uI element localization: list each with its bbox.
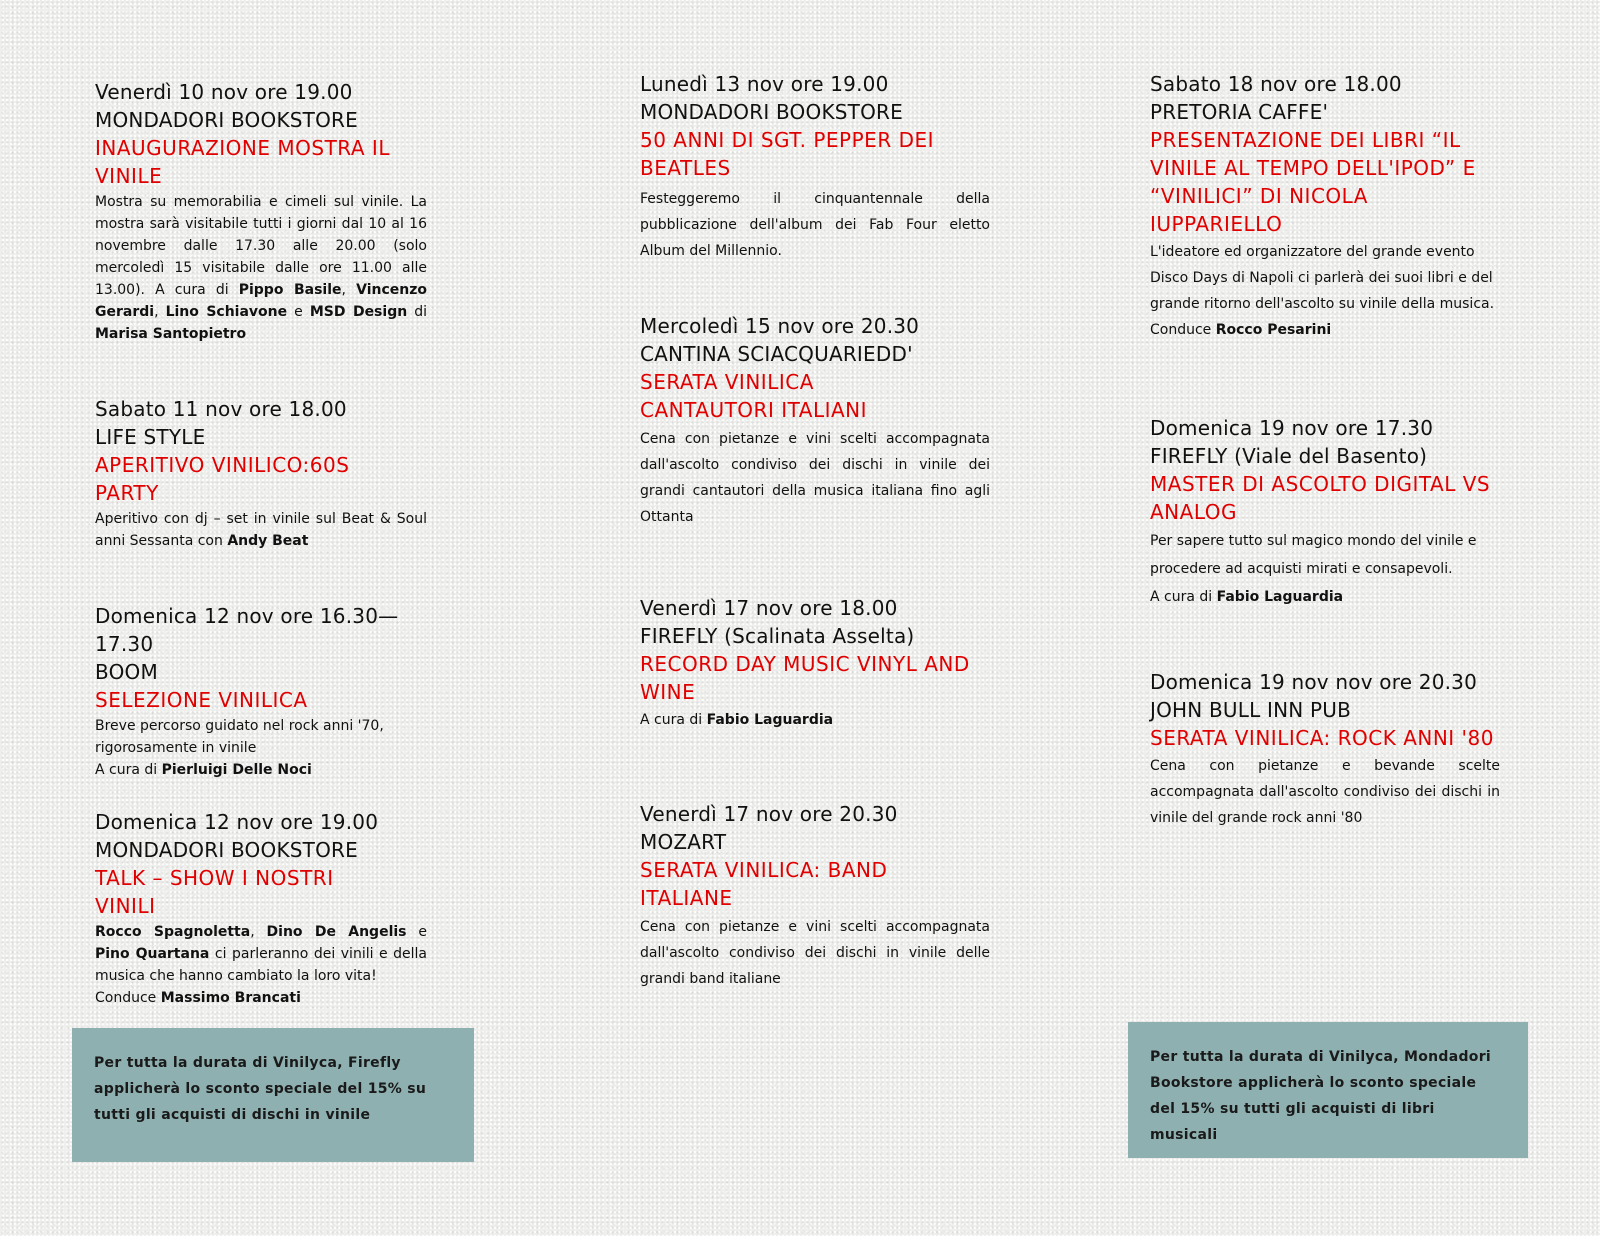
event-host: Conduce Rocco Pesarini (1150, 322, 1332, 338)
event-band-italiane (640, 800, 990, 992)
event-description: Cena con pietanze e vini scelti accompagnata dall'ascolto condiviso dei dischi in vinile delle grandi band italiane (640, 919, 990, 987)
event-aperitivo (95, 395, 427, 552)
event-title: PRESENTAZIONE DEI LIBRI “IL VINILE AL TEMPO DELL'IPOD” E “VINILICI” DI NICOLA IUPPARIELLO (1150, 128, 1476, 236)
event-date: Venerdì 10 nov ore 19.00 (95, 80, 353, 104)
event-venue: JOHN BULL INN PUB (1150, 698, 1351, 722)
promo-box-firefly: Per tutta la durata di Vinilyca, Firefly applicherà lo sconto speciale del 15% su tutti gli acquisti di dischi in vinile (72, 1028, 474, 1162)
event-selezione-vinilica (95, 602, 427, 781)
event-talk-show (95, 808, 427, 1009)
event-venue: FIREFLY (Scalinata Asselta) (640, 624, 915, 648)
event-curator: A cura di Pierluigi Delle Noci (95, 762, 312, 778)
event-record-day (640, 594, 990, 731)
event-description: Mostra su memorabilia e cimeli sul vinile. La mostra sarà visitabile tutti i giorni dal 10 al 16 novembre dalle 17.30 alle 20.00 (solo mercoledì 15 visitabile dalle ore 11.00 alle 13.00). A cura di Pippo Basile, Vincenzo Gerardi, Lino Schiavone e MSD Design di Marisa Santopietro (95, 194, 428, 342)
event-title: INAUGURAZIONE MOSTRA IL VINILE (95, 136, 390, 188)
event-date: Domenica 12 nov ore 19.00 (95, 810, 379, 834)
event-description: Breve percorso guidato nel rock anni '70, rigorosamente in vinile (95, 718, 384, 756)
event-title: SERATA VINILICA: BAND ITALIANE (640, 858, 888, 910)
event-host: Conduce Massimo Brancati (95, 990, 301, 1006)
event-venue: PRETORIA CAFFE' (1150, 100, 1329, 124)
event-venue: LIFE STYLE (95, 425, 206, 449)
event-description: Aperitivo con dj – set in vinile sul Beat & Soul anni Sessanta con Andy Beat (95, 511, 427, 549)
event-title: SERATA VINILICA CANTAUTORI ITALIANI (640, 370, 868, 422)
event-date: Mercoledì 15 nov ore 20.30 (640, 314, 920, 338)
event-venue: BOOM (95, 660, 158, 684)
event-date: Domenica 19 nov ore 17.30 (1150, 416, 1434, 440)
event-title: 50 ANNI DI SGT. PEPPER DEI BEATLES (640, 128, 935, 180)
event-description: Per sapere tutto sul magico mondo del vinile e procedere ad acquisti mirati e consapevoli. (1150, 533, 1477, 577)
event-title: MASTER DI ASCOLTO DIGITAL VS ANALOG (1150, 472, 1491, 524)
event-date: Lunedì 13 nov ore 19.00 (640, 72, 889, 96)
event-title: APERITIVO VINILICO:60S PARTY (95, 453, 350, 505)
event-title: RECORD DAY MUSIC VINYL AND WINE (640, 652, 970, 704)
event-venue: FIREFLY (Viale del Basento) (1150, 444, 1428, 468)
event-venue: MOZART (640, 830, 727, 854)
event-description: L'ideatore ed organizzatore del grande evento Disco Days di Napoli ci parlerà dei suoi libri e del grande ritorno dell'ascolto su vinile della musica. (1150, 244, 1495, 312)
event-curator: A cura di Fabio Laguardia (1150, 589, 1344, 605)
event-date: Sabato 18 nov ore 18.00 (1150, 72, 1402, 96)
event-title: SERATA VINILICA: ROCK ANNI '80 (1150, 726, 1495, 750)
event-mostra-vinile (95, 78, 427, 345)
promo-box-mondadori: Per tutta la durata di Vinilyca, Mondadori Bookstore applicherà lo sconto speciale del 15% su tutti gli acquisti di libri musicali (1128, 1022, 1528, 1158)
event-description: Rocco Spagnoletta, Dino De Angelis e Pino Quartana ci parleranno dei vinili e della musica che hanno cambiato la loro vita! (95, 924, 427, 984)
event-venue: MONDADORI BOOKSTORE (640, 100, 903, 124)
event-date: Sabato 11 nov ore 18.00 (95, 397, 347, 421)
event-presentazione-libri (1150, 70, 1500, 343)
event-date: Venerdì 17 nov ore 18.00 (640, 596, 898, 620)
event-description: Festeggeremo il cinquantennale della pubblicazione dell'album dei Fab Four eletto Album del Millennio. (640, 191, 990, 259)
event-curator: A cura di Fabio Laguardia (640, 712, 834, 728)
event-date: Domenica 19 nov nov ore 20.30 (1150, 670, 1478, 694)
event-venue: MONDADORI BOOKSTORE (95, 108, 358, 132)
event-sgt-pepper (640, 70, 990, 264)
event-title: SELEZIONE VINILICA (95, 688, 308, 712)
event-cantautori (640, 312, 990, 530)
event-description: Cena con pietanze e vini scelti accompagnata dall'ascolto condiviso dei dischi in vinile dei grandi cantautori della musica italiana fino agli Ottanta (640, 431, 990, 525)
event-master-ascolto (1150, 414, 1500, 611)
event-date: Domenica 12 nov ore 16.30—17.30 (95, 604, 399, 656)
event-title: TALK – SHOW I NOSTRI VINILI (95, 866, 334, 918)
event-rock-anni-80 (1150, 668, 1500, 831)
event-description: Cena con pietanze e bevande scelte accompagnata dall'ascolto condiviso dei dischi in vinile del grande rock anni '80 (1150, 758, 1500, 826)
event-venue: MONDADORI BOOKSTORE (95, 838, 358, 862)
event-date: Venerdì 17 nov ore 20.30 (640, 802, 898, 826)
event-venue: CANTINA SCIACQUARIEDD' (640, 342, 913, 366)
